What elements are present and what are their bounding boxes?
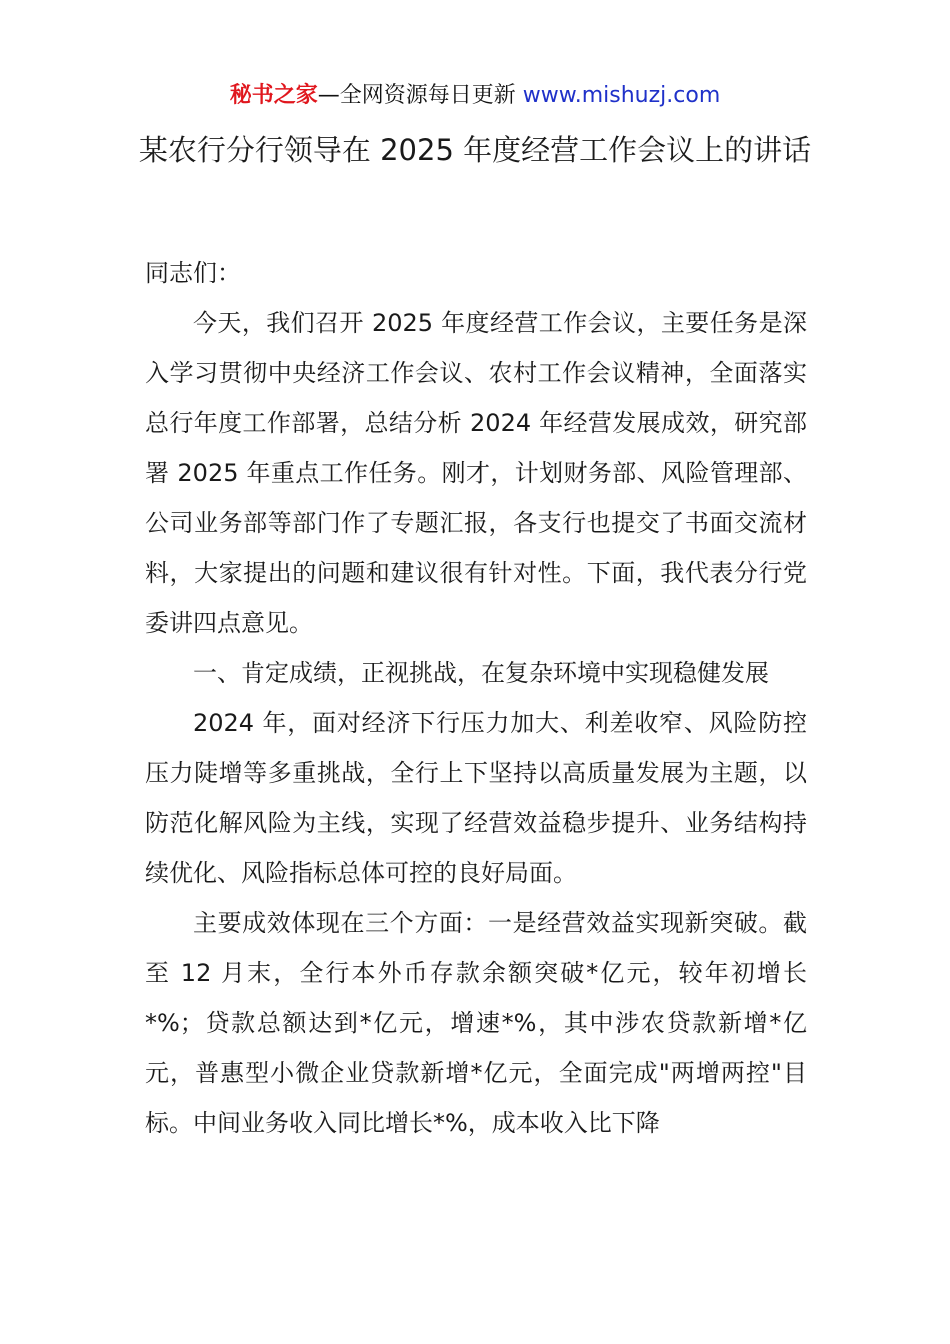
document-body [145,248,807,1148]
paragraph-intro: 今天，我们召开 2025 年度经营工作会议，主要任务是深入学习贯彻中央经济工作会议、农村工作会议精神，全面落实总行年度工作部署，总结分析 2024 年经营发展成效，研究部署 2025 年重点工作任务。刚才，计划财务部、风险管理部、公司业务部等部门作了专题汇报，各支行也提交了书面交流材料，大家提出的问题和建议很有针对性。下面，我代表分行党委讲四点意见。 [145,309,807,637]
site-banner [0,80,950,112]
site-url[interactable]: www.mishuzj.com [522,83,721,108]
banner-slogan: —全网资源每日更新 [317,83,523,108]
section-heading-1: 一、肯定成绩，正视挑战，在复杂环境中实现稳健发展 [193,659,769,687]
salutation: 同志们： [145,259,241,287]
document-title: 某农行分行领导在 2025 年度经营工作会议上的讲话 [138,133,812,167]
brand-name: 秘书之家 [229,83,318,108]
paragraph-achievements: 主要成效体现在三个方面：一是经营效益实现新突破。截至 12 月末，全行本外币存款余额突破*亿元，较年初增长*%；贷款总额达到*亿元，增速*%，其中涉农贷款新增*亿元，普惠型小微企业贷款新增*亿元，全面完成"两增两控"目标。中间业务收入同比增长*%，成本收入比下降 [145,909,807,1137]
paragraph-2024-review: 2024 年，面对经济下行压力加大、利差收窄、风险防控压力陡增等多重挑战，全行上下坚持以高质量发展为主题，以防范化解风险为主线，实现了经营效益稳步提升、业务结构持续优化、风险指标总体可控的良好局面。 [145,709,807,887]
